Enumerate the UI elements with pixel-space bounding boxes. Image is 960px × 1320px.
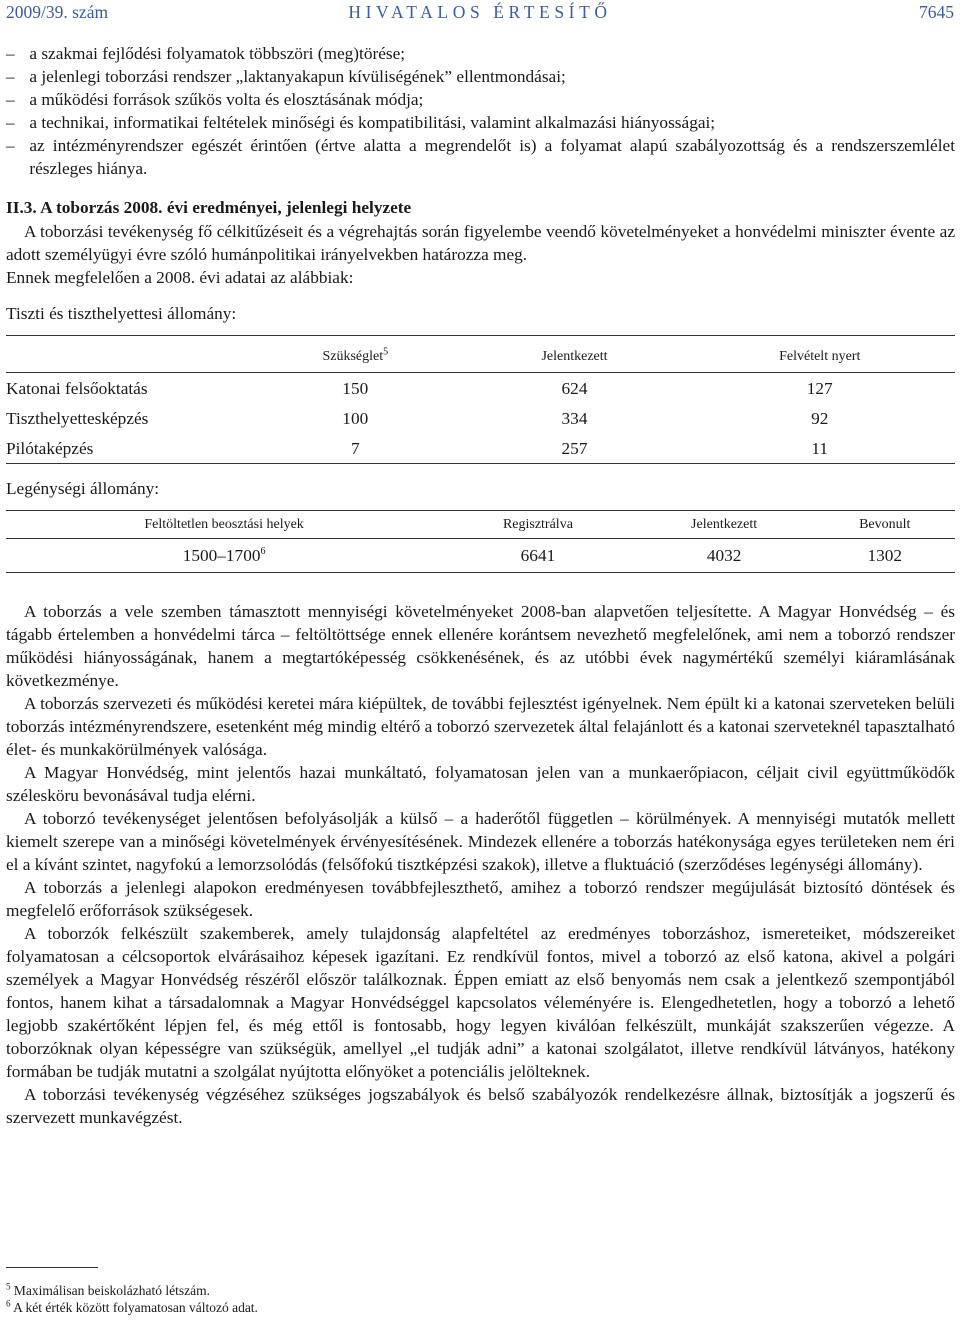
table-cell: 4032 bbox=[706, 546, 742, 565]
issue-number: 2009/39. szám bbox=[6, 2, 109, 22]
list-item: – a szakmai fejlődési folyamatok többszöri (meg)törése; bbox=[6, 42, 955, 65]
table-header-cell: Felvételt nyert bbox=[684, 336, 955, 373]
table-row bbox=[6, 373, 955, 404]
table-cell: 334 bbox=[561, 408, 588, 428]
paragraph: A toborzás a vele szemben támasztott mennyiségi követelményeket 2008-ban alapvetően teljesítette. A Magyar Honvédség – és tágabb értelemben a honvédelmi tárca – feltöltöttsége ennek ellenére korántsem nevezhető megfelelőnek, ami nem a toborzó rendszer működési hiányosságának, hanem a megtartóképesség csökkenésének, és az utóbbi évek nagymértékű személyi kiáramlásának következménye. bbox=[6, 602, 955, 690]
table1-caption: Tiszti és tiszthelyettesi állomány: bbox=[6, 304, 237, 323]
list-item: – a jelenlegi toborzási rendszer „laktanyakapun kívüliségének” ellentmondásai; bbox=[6, 65, 955, 88]
table-header-cell bbox=[246, 336, 465, 373]
row-label: Katonai felsőoktatás bbox=[6, 378, 148, 398]
table-row bbox=[6, 403, 955, 433]
table-header-cell: Feltöltetlen beosztási helyek bbox=[6, 511, 442, 539]
paragraph: A toborzó tevékenységet jelentősen befolyásolják a külső – a haderőtől független – körülmények. A mennyiségi mutatók mellett kiemelt szerepe van a minőségi követelmények érvényesítésének. Mindezek ellenére a toborzás hatékonysága egyes területeken nem éri el a kívánt szintet, nagyfokú a lemorzsolódás (felsőfokú tisztképzési szakok), illetve a fluktuáció (szerződéses legénységi állomány). bbox=[6, 809, 955, 874]
table-cell: 6641 bbox=[520, 546, 556, 565]
footnote-divider bbox=[6, 1267, 98, 1268]
footnote-text: A két érték között folyamatosan változó adat. bbox=[13, 1300, 258, 1315]
table-cell: 127 bbox=[806, 378, 833, 398]
row-label: Pilótaképzés bbox=[6, 438, 94, 458]
section-intro-2: Ennek megfelelően a 2008. évi adatai az alábbiak: bbox=[6, 268, 354, 287]
footnote bbox=[6, 1299, 258, 1316]
main-content bbox=[6, 42, 955, 1129]
table-cell: 7 bbox=[350, 438, 360, 458]
publication-title: HIVATALOS ÉRTESÍTŐ bbox=[348, 2, 612, 22]
header-need: Szükséglet bbox=[322, 349, 384, 364]
paragraph: A toborzás a jelenlegi alapokon eredményesen továbbfejleszthető, amihez a toborzó rendszer megújulását biztosító döntések és megfelelő erőforrások szükségesek. bbox=[6, 878, 955, 920]
body-text bbox=[6, 600, 955, 1129]
footnote-mark: 6 bbox=[6, 1298, 11, 1309]
row-label: Tiszthelyettesképzés bbox=[6, 408, 149, 428]
officer-recruitment-table bbox=[6, 335, 955, 464]
paragraph: A Magyar Honvédség, mint jelentős hazai munkáltató, folyamatosan jelen van a munkaerőpiacon, céljait civil együttműködők szélesköru bevonásával tudja elérni. bbox=[6, 763, 955, 805]
paragraph: A toborzás szervezeti és működési keretei mára kiépültek, de további fejlesztést igényelnek. Nem épült ki a katonai szerveteken belüli toborzás intézményrendszere, esetenként még mindig eltérő a toborzó szervezetek által felajánlott és a katonai szerveteknél tapasztalható élet- és munkakörülmények valósága. bbox=[6, 694, 955, 759]
page-number: 7645 bbox=[919, 2, 954, 22]
table-header-cell: Regisztrálva bbox=[442, 511, 634, 539]
paragraph: A toborzási tevékenység végzéséhez szükséges jogszabályok és belső szabályozók rendelkezésre állnak, biztosítják a jogszerű és szervezett munkavégzést. bbox=[6, 1085, 955, 1127]
table2-caption: Legénységi állomány: bbox=[6, 479, 160, 498]
footnote-ref: 6 bbox=[260, 546, 266, 558]
table-header-cell: Bevonult bbox=[815, 511, 956, 539]
list-item: – az intézményrendszer egészét érintően (értve alatta a megrendelőt is) a folyamat alapú szabályozottság és a rendszerszemlélet részleges hiánya. bbox=[6, 134, 955, 180]
table-cell: 1302 bbox=[867, 546, 903, 565]
table-cell: 150 bbox=[342, 378, 369, 398]
list-item: – a technikai, informatikai feltételek minőségi és kompatibilitási, valamint alkalmazási hiányosságai; bbox=[6, 111, 955, 134]
footnote-text: Maximálisan beiskolázható létszám. bbox=[13, 1283, 210, 1298]
vacancy-range: 1500–1700 bbox=[182, 546, 261, 565]
page-header bbox=[6, 0, 954, 26]
enlisted-recruitment-table bbox=[6, 510, 955, 573]
footnote-mark: 5 bbox=[6, 1281, 11, 1292]
section-intro: A toborzási tevékenység fő célkitűzéseit és a végrehajtás során figyelembe veendő követelményeket a honvédelmi miniszter évente az adott személyügyi évre szóló humánpolitikai irányelvekben határozza meg. bbox=[6, 222, 955, 264]
table-header-row bbox=[6, 511, 955, 539]
table-header-cell: Jelentkezett bbox=[634, 511, 815, 539]
table-cell: 257 bbox=[561, 438, 588, 458]
table-cell: 11 bbox=[811, 438, 829, 458]
paragraph: A toborzók felkészült szakemberek, amely tulajdonság alapfeltétel az eredményes toborzáshoz, ismereteiket, módszereiket folyamatosan a célcsoportok elvárásaihoz képesek igazítani. Ez rendkívül fontos, mivel a toborzó az első katona, akivel a polgári személyek a Magyar Honvédség részéről először találkoznak. Éppen emiatt az első benyomás nem csak a jelentkező szempontjából fontos, hanem kihat a társadalomnak a Magyar Honvédséggel kapcsolatos véleményére is. Elengedhetetlen, hogy a toborzó a lehető legjobb szakértőként lépjen fel, és még ettől is fontosabb, hogy legyen kiválóan felkészült, munkáját szakszerűen végezze. A toborzóknak olyan képességre van szükségük, amellyel „el tudják adni” a katonai szolgálatot, illetve rendkívül látványos, hatékony formában be tudják mutatni a szolgálat nyújtotta előnyöket a potenciális jelölteknek. bbox=[6, 924, 955, 1081]
section-heading: II.3. A toborzás 2008. évi eredményei, jelenlegi helyzete bbox=[6, 198, 412, 217]
list-item: – a működési források szűkös volta és elosztásának módja; bbox=[6, 88, 955, 111]
table-header-cell: Jelentkezett bbox=[465, 336, 685, 373]
table-row bbox=[6, 433, 955, 464]
table-row bbox=[6, 539, 955, 573]
table-header-cell-empty bbox=[6, 336, 246, 373]
footnotes bbox=[6, 1282, 258, 1316]
table-cell: 100 bbox=[342, 408, 369, 428]
table-header-row bbox=[6, 336, 955, 373]
footnote bbox=[6, 1282, 258, 1299]
table-cell: 624 bbox=[561, 378, 588, 398]
footnote-ref: 5 bbox=[383, 346, 389, 358]
table-cell bbox=[6, 539, 442, 573]
table-cell: 92 bbox=[811, 408, 829, 428]
bullet-list bbox=[6, 42, 955, 180]
